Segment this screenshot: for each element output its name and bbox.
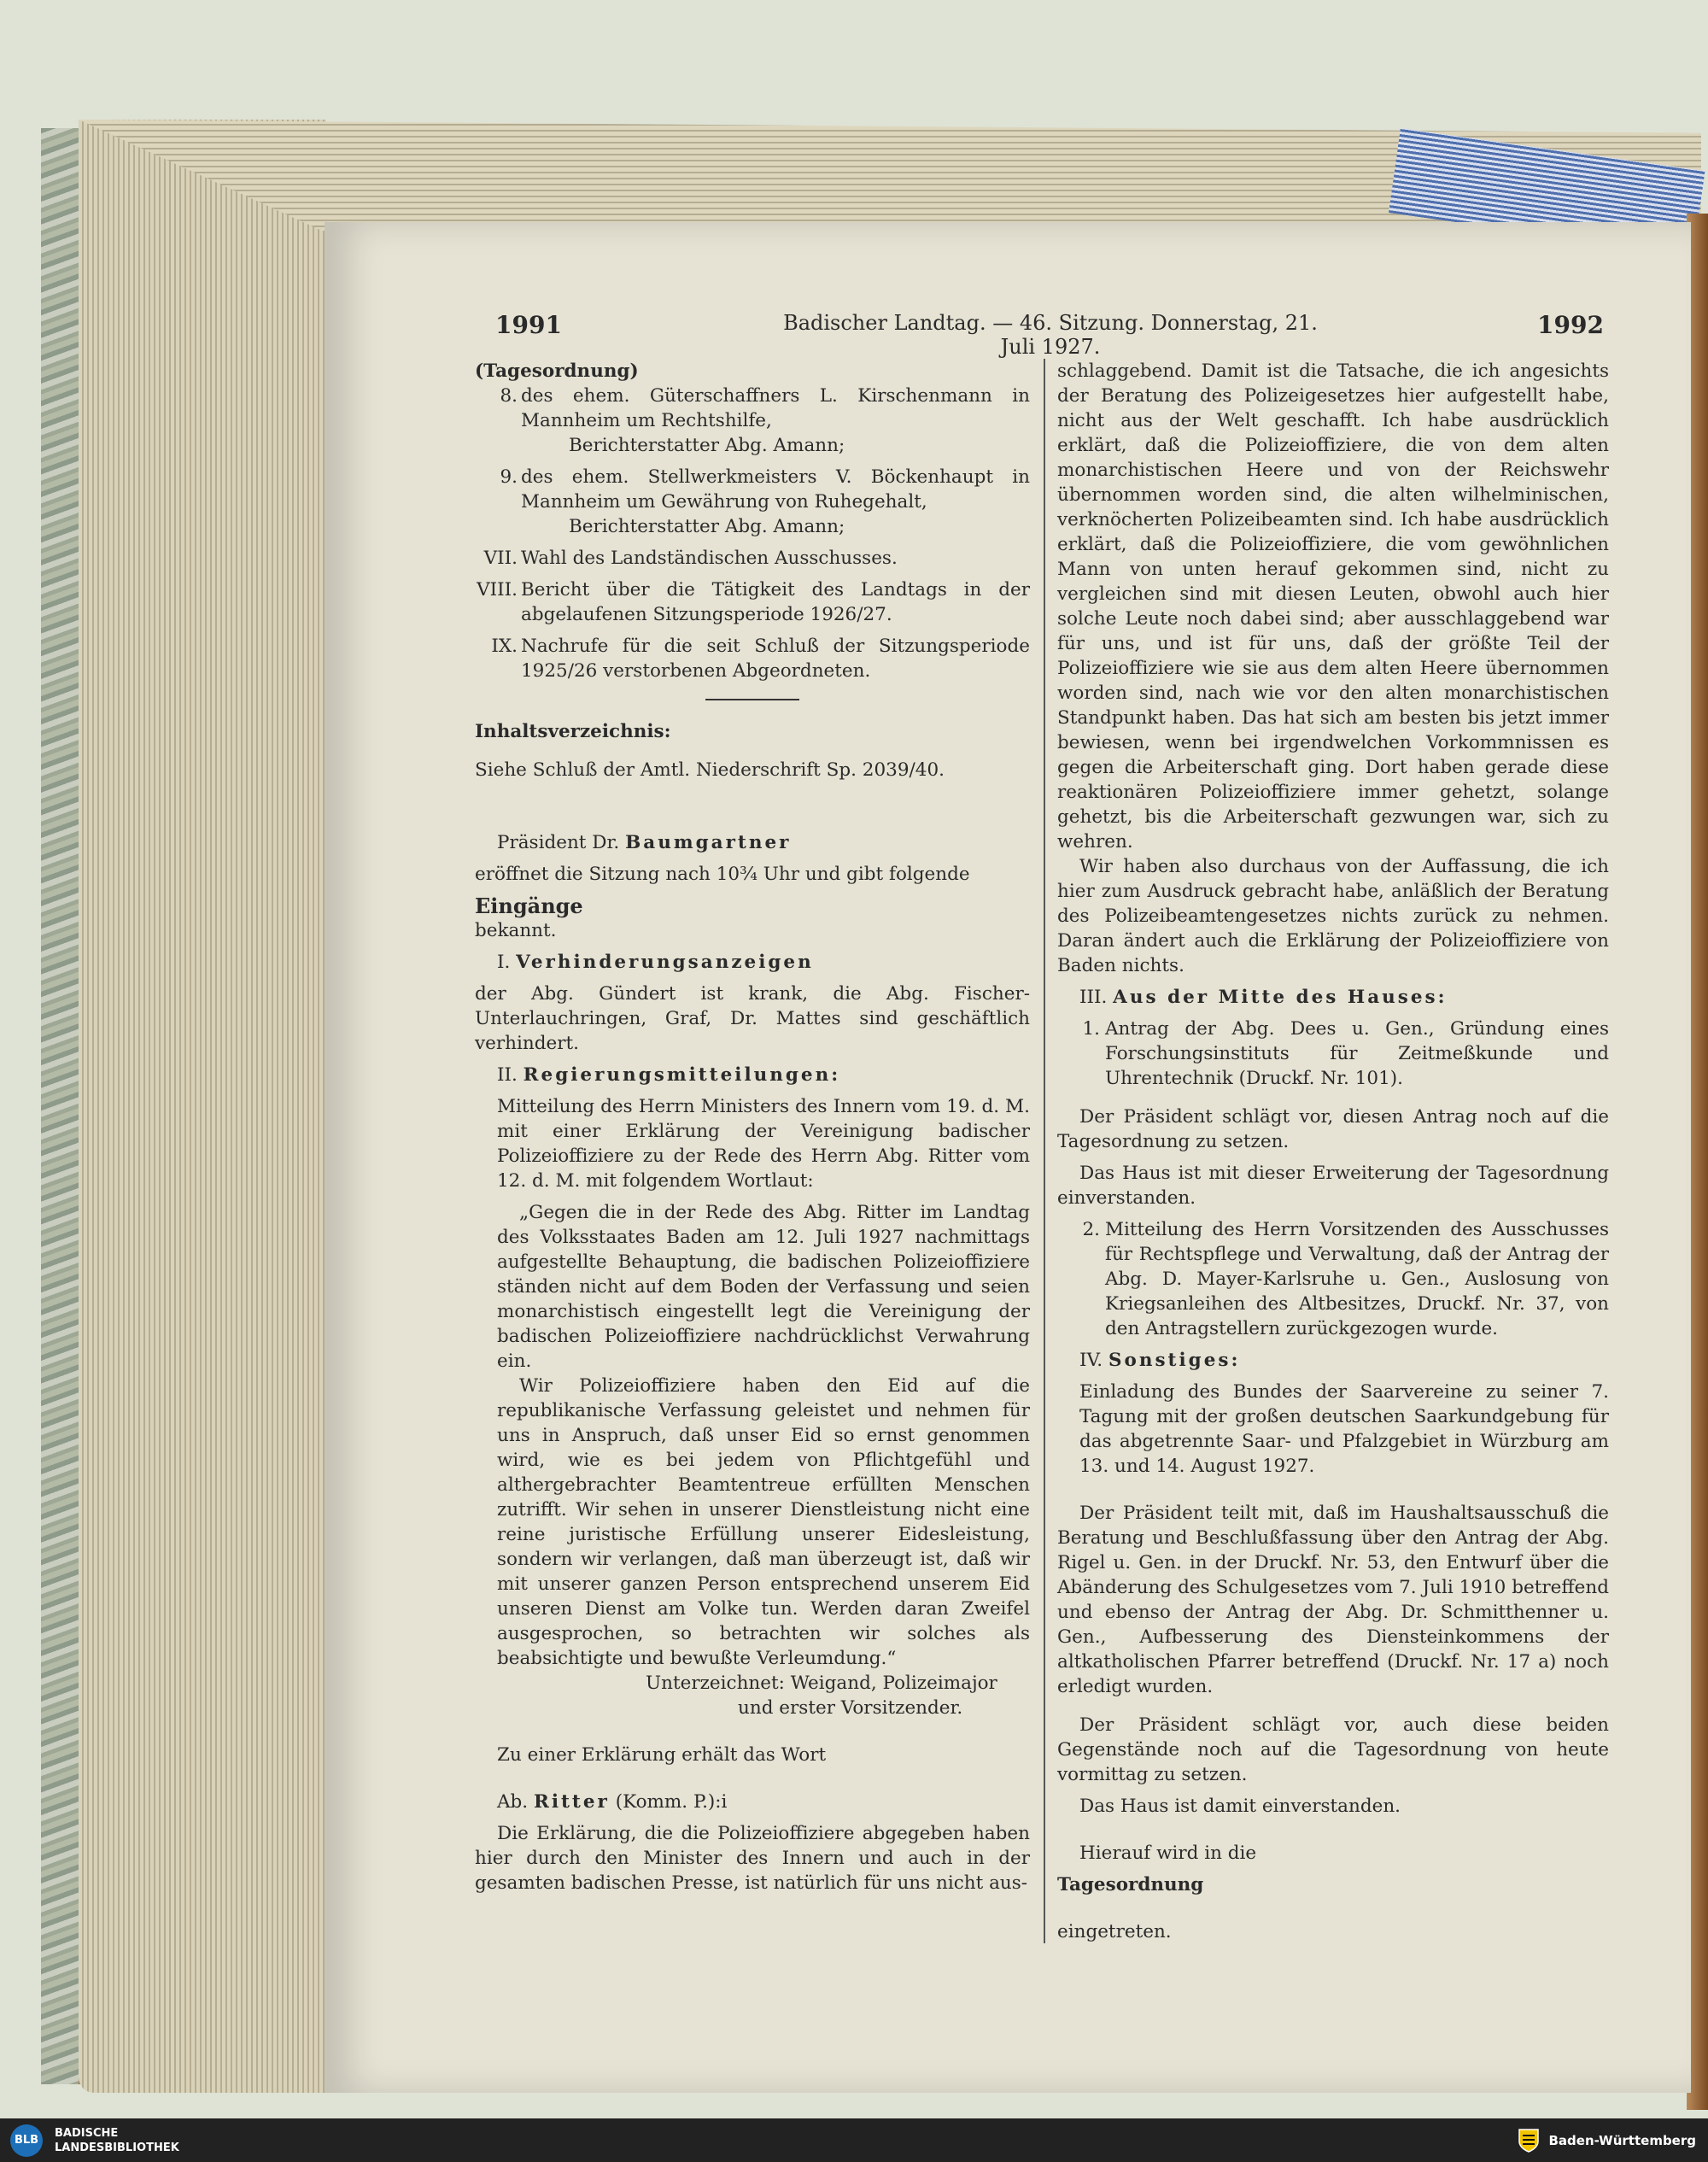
agenda-item-9 xyxy=(475,465,1030,514)
agenda-heading: Tagesordnung xyxy=(1057,1874,1204,1895)
item-text: des ehem. Stellwerkmeisters V. Böckenhaupt in Mannheim um Gewährung von Ruhegehalt, xyxy=(521,466,1030,513)
item-number: 2. xyxy=(1082,1219,1100,1240)
agenda-item-ix xyxy=(475,634,1030,683)
president-proposal-2: Der Präsident schlägt vor, auch diese beiden Gegenstände noch auf die Tagesordnung von heute vormittag zu setzen. xyxy=(1057,1714,1609,1785)
library-name-line-2: LANDESBIBLIOTHEK xyxy=(55,2141,179,2154)
speaker-line xyxy=(475,1790,1030,1814)
transition-line: Hierauf wird in die xyxy=(1079,1843,1257,1864)
section-4-heading xyxy=(1057,1348,1609,1373)
speech-text: Die Erklärung, die die Polizeioffiziere abgegeben haben hier durch den Minister des Innern und auch in der gesamten badischen Presse, ist natürlich für uns nicht aus- xyxy=(475,1823,1030,1894)
agenda-continued-label: (Tagesordnung) xyxy=(475,360,639,382)
blb-logo-icon: BLB xyxy=(10,2124,43,2157)
speech-continued: schlaggebend. Damit ist die Tatsache, die ich angesichts der Beratung des Polizeigesetzes hier aufgestellt habe, nicht aus der Welt geschafft. Ich habe ausdrücklich erklärt, daß die Polizeioffiziere, die von dem alten monarchistischen Heere und von der Reichswehr übernommen worden sind, die alten wilhelminischen, verknöcherten Polizeibeamten sind. Ich habe ausdrücklich erklärt, daß die Polizeioffiziere, die vom gewöhnlichen Mann von unten herauf gekommen sind, nicht zu vergleichen sind mit diesen Leuten, obwohl auch hier solche Leute noch dabei sind; aber ausschlaggebend war für uns, und ist für uns, daß der größte Teil der Polizeioffiziere wie sie aus dem alten Heere übernommen worden sind, nach wie vor den alten monarchistischen Standpunkt haben. Das hat sich am besten bis jetzt immer bewiesen, wenn bei irgendwelchen Vorkommnissen es gegen die Arbeiterschaft ging. Dort haben gerade diese reaktionären Polizeioffiziere immer gehetzt, solange gehetzt, bis die Arbeiterschaft gezwungen war, sich zu wehren. xyxy=(1057,360,1609,852)
page-number-left: 1991 xyxy=(495,311,562,339)
book-spine xyxy=(41,128,84,2084)
item-number: IX. xyxy=(491,636,518,657)
section-1-heading xyxy=(475,950,1030,975)
item-number: 9. xyxy=(500,466,518,488)
item-reporter: Berichterstatter Abg. Amann; xyxy=(569,435,845,456)
index-text: Siehe Schluß der Amtl. Niederschrift Sp. 2039/40. xyxy=(475,759,945,781)
house-agrees-1: Das Haus ist mit dieser Erweiterung der Tagesordnung einverstanden. xyxy=(1057,1163,1609,1209)
agenda-item-8 xyxy=(475,384,1030,433)
speech-paragraph-2: Wir haben also durchaus von der Auffassung, die ich hier zum Ausdruck gebracht habe, anläßlich der Beratung des Polizeibeamtengesetzes nichts zurück zu nehmen. Daran ändert auch die Erklärung der Polizeioffiziere von Baden nichts. xyxy=(1057,856,1609,976)
agenda-item-viii xyxy=(475,577,1030,627)
president-proposal-1: Der Präsident schlägt vor, diesen Antrag noch auf die Tagesordnung zu setzen. xyxy=(1057,1106,1609,1152)
invitation-text: Einladung des Bundes der Saarvereine zu seiner 7. Tagung mit der großen deutschen Saarkundgebung für das abgetrennte Saar- und Pfalzgebiet in Würzburg am 13. und 14. August 1927. xyxy=(1079,1381,1609,1477)
motion-item-2 xyxy=(1057,1217,1609,1341)
item-number: VIII. xyxy=(477,579,518,601)
house-agrees-2: Das Haus ist damit einverstanden. xyxy=(1079,1796,1401,1817)
item-text: Nachrufe für die seit Schluß der Sitzungsperiode 1925/26 verstorbenen Abgeordneten. xyxy=(521,636,1030,682)
section-title: Verhinderungsanzeigen xyxy=(516,952,814,973)
bw-logo xyxy=(1518,2128,1696,2153)
section-number: III. xyxy=(1079,987,1108,1008)
motion-item-1 xyxy=(1057,1017,1609,1091)
quote-paragraph-2: Wir Polizeioffiziere haben den Eid auf die republikanische Verfassung geleistet und nehmen für uns in Anspruch, daß unser Eid so ernst genommen wird, wie es bei jedem von Pflichtgefühl und althergebrachter Beamtentreue erfüllten Menschen zutrifft. Wir sehen in unserer Dienstleistung nicht eine reine juristische Erfüllung unserer Eidesleistung, sondern wir verlangen, daß man überzeugt ist, daß wir mit unserer ganzen Person entsprechend unserem Eid unseren Dienst am Volke tun. Werden daran Zweifel ausgesprochen, so betrachten wir solches als beabsichtigte und bewußte Verleumdung.“ xyxy=(497,1375,1030,1669)
library-footer-bar xyxy=(0,2118,1708,2162)
speaker-name: Ritter xyxy=(533,1791,610,1813)
eingaenge-heading: Eingänge xyxy=(475,894,583,918)
declaration-line: Zu einer Erklärung erhält das Wort xyxy=(497,1744,827,1766)
speaker-party: (Komm. P.):i xyxy=(615,1791,728,1813)
left-column xyxy=(475,359,1030,1895)
president-announcement: Der Präsident teilt mit, daß im Haushaltsausschuß die Beratung und Beschlußfassung über den Antrag der Abg. Rigel u. Gen. in der Druckf. Nr. 53, den Entwurf über die Abänderung des Schulgesetzes vom 7. Juli 1910 betreffend und ebenso der Antrag der Abg. Dr. Schmitthenner u. Gen., Aufbesserung des Diensteinkommens der altkatholischen Pfarrer betreffend (Druckf. Nr. 17 a) noch erledigt wurden. xyxy=(1057,1503,1609,1697)
section-number: I. xyxy=(497,952,511,973)
item-text: des ehem. Güterschaffners L. Kirschenmann in Mannheim um Rechtshilfe, xyxy=(521,385,1030,431)
section-1-text: der Abg. Gündert ist krank, die Abg. Fischer-Unterlauchringen, Graf, Dr. Mattes sind geschäftlich verhindert. xyxy=(475,983,1030,1054)
section-title: Sonstiges: xyxy=(1108,1350,1241,1371)
president-line xyxy=(475,830,1030,855)
signature-line-1: Unterzeichnet: Weigand, Polizeimajor xyxy=(646,1673,997,1694)
section-title: Regierungsmitteilungen: xyxy=(523,1064,841,1086)
agenda-item-vii xyxy=(475,546,1030,571)
opening-line: eröffnet die Sitzung nach 10¾ Uhr und gibt folgende xyxy=(475,864,970,885)
running-title: Badischer Landtag. — 46. Sitzung. Donnerstag, 21. Juli 1927. xyxy=(783,311,1318,359)
item-reporter: Berichterstatter Abg. Amann; xyxy=(569,516,845,537)
page-stack-edge xyxy=(79,120,326,2093)
signature-line-2: und erster Vorsitzender. xyxy=(738,1697,963,1719)
item-text: Mitteilung des Herrn Vorsitzenden des Ausschusses für Rechtspflege und Verwaltung, daß der Antrag der Abg. D. Mayer-Karlsruhe u. Gen., Auslosung von Kriegsanleihen des Altbesitzes, Druckf. Nr. 37, von den Antragstellern zurückgezogen wurde. xyxy=(1105,1219,1609,1339)
president-title: Präsident Dr. xyxy=(497,832,620,853)
item-text: Antrag der Abg. Dees u. Gen., Gründung eines Forschungsinstituts für Zeitmeßkunde und Uhrentechnik (Druckf. Nr. 101). xyxy=(1105,1018,1609,1089)
right-column xyxy=(1057,359,1609,1944)
item-number: VII. xyxy=(483,548,518,569)
bw-label: Baden-Württemberg xyxy=(1548,2132,1696,2148)
column-divider xyxy=(1044,359,1045,1943)
item-text: Wahl des Landständischen Ausschusses. xyxy=(521,548,898,569)
speaker-prefix: Ab. xyxy=(497,1791,529,1813)
section-number: IV. xyxy=(1079,1350,1103,1371)
bw-coat-of-arms-icon xyxy=(1518,2128,1540,2153)
bekannt-line: bekannt. xyxy=(475,920,557,941)
section-title: Aus der Mitte des Hauses: xyxy=(1113,987,1448,1008)
section-rule xyxy=(705,699,799,700)
page-number-right: 1992 xyxy=(1537,311,1604,339)
section-3-heading xyxy=(1057,985,1609,1010)
president-name: Baumgartner xyxy=(625,832,792,853)
quote-paragraph-1: „Gegen die in der Rede des Abg. Ritter im Landtag des Volksstaates Baden am 12. Juli 1927 nachmittags aufgestellte Behauptung, die badischen Polizeioffiziere ständen nicht auf dem Boden der Verfassung und seien monarchistisch eingestellt legt die Vereinigung der badischen Polizeioffiziere nachdrücklichst Verwahrung ein. xyxy=(497,1202,1030,1372)
library-name xyxy=(55,2126,179,2155)
section-2-heading xyxy=(475,1063,1030,1087)
item-number: 1. xyxy=(1082,1018,1100,1040)
section-2-text: Mitteilung des Herrn Ministers des Innern vom 19. d. M. mit einer Erklärung der Vereinigung badischer Polizeioffiziere zu der Rede des Herrn Abg. Ritter vom 12. d. M. mit folgendem Wortlaut: xyxy=(497,1096,1030,1192)
entered-line: eingetreten. xyxy=(1057,1921,1172,1942)
item-number: 8. xyxy=(500,385,518,407)
section-number: II. xyxy=(497,1064,518,1086)
library-name-line-1: BADISCHE xyxy=(55,2126,119,2140)
item-text: Bericht über die Tätigkeit des Landtags in der abgelaufenen Sitzungsperiode 1926/27. xyxy=(521,579,1030,625)
index-heading: Inhaltsverzeichnis: xyxy=(475,721,671,742)
